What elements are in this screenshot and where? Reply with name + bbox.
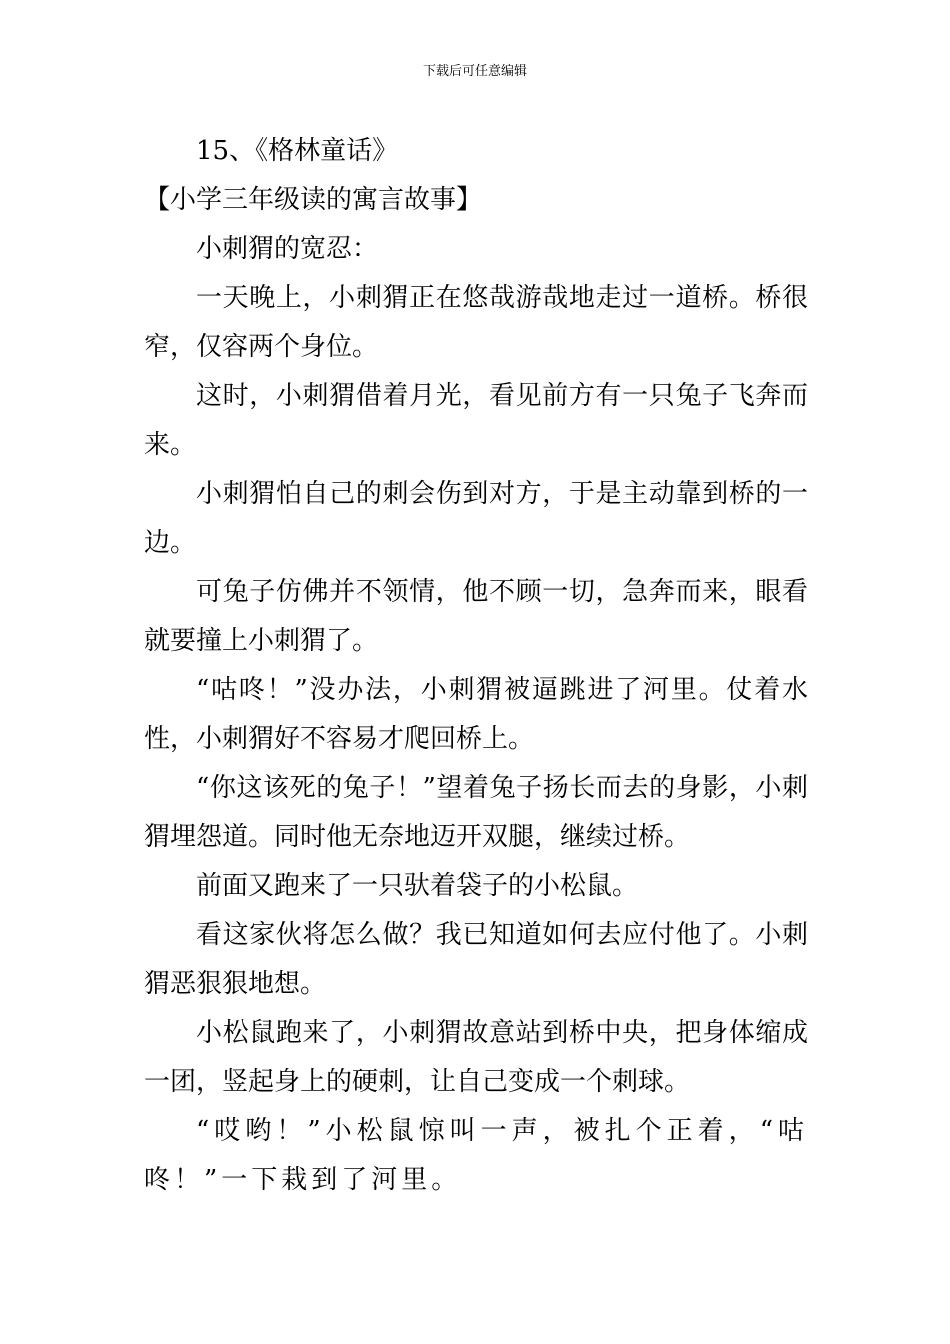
document-body: [144, 127, 808, 1205]
paragraph: “你这该死的兔子！”望着兔子扬长而去的身影，小刺猬埋怨道。同时他无奈地迈开双腿，继续过桥。: [144, 773, 808, 852]
paragraph: “咕咚！”没办法，小刺猬被逼跳进了河里。仗着水性，小刺猬好不容易才爬回桥上。: [144, 675, 808, 754]
paragraph: 小刺猬怕自己的刺会伤到对方，于是主动靠到桥的一边。: [144, 479, 808, 558]
section-heading: 【小学三年级读的寓言故事】: [144, 185, 483, 215]
paragraph: 一天晚上，小刺猬正在悠哉游哉地走过一道桥。桥很窄，仅容两个身位。: [144, 283, 808, 362]
paragraph: 小松鼠跑来了，小刺猬故意站到桥中央，把身体缩成一团，竖起身上的硬刺，让自己变成一个刺球。: [144, 1018, 808, 1097]
page-header: 下载后可任意编辑: [422, 64, 527, 79]
paragraph: “哎哟！”小松鼠惊叫一声，被扎个正着，“咕咚！”一下栽到了河里。: [144, 1116, 808, 1195]
paragraph: 看这家伙将怎么做？我已知道如何去应付他了。小刺猬恶狠狠地想。: [144, 920, 808, 999]
paragraph: 前面又跑来了一只驮着袋子的小松鼠。: [196, 871, 639, 901]
item-title: 15、《格林童话》: [196, 136, 399, 166]
paragraph: 可兔子仿佛并不领情，他不顾一切，急奔而来，眼看就要撞上小刺猬了。: [144, 577, 808, 656]
story-title: 小刺猬的宽忍：: [196, 234, 379, 264]
paragraph: 这时，小刺猬借着月光，看见前方有一只兔子飞奔而来。: [144, 381, 808, 460]
